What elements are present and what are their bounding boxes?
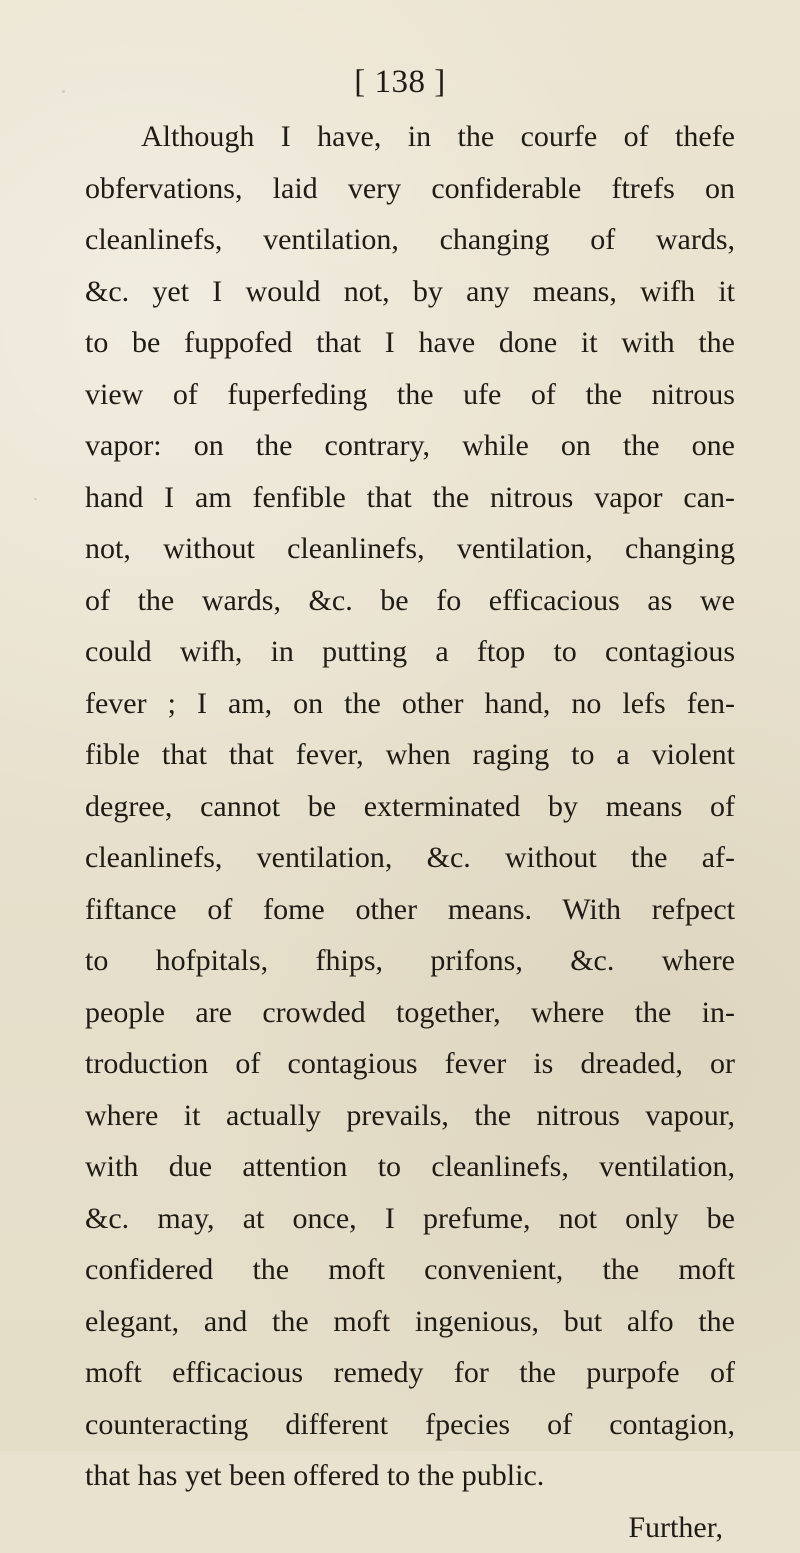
text-line: people are crowded together, where the in- bbox=[85, 987, 735, 1039]
text-line: moft efficacious remedy for the purpofe of bbox=[85, 1347, 735, 1399]
text-line: hand I am fenfible that the nitrous vapor can- bbox=[85, 472, 735, 524]
text-line: &c. yet I would not, by any means, wifh it bbox=[85, 266, 735, 318]
text-line: of the wards, &c. be fo efficacious as we bbox=[85, 575, 735, 627]
text-line: obfervations, laid very confiderable ftrefs on bbox=[85, 163, 735, 215]
text-line: elegant, and the moft ingenious, but alfo the bbox=[85, 1296, 735, 1348]
text-line: cleanlinefs, ventilation, changing of wards, bbox=[85, 214, 735, 266]
paper-speck bbox=[62, 90, 65, 93]
page-body-text bbox=[85, 111, 735, 1553]
text-line: troduction of contagious fever is dreaded, or bbox=[85, 1038, 735, 1090]
paper-speck bbox=[664, 1007, 666, 1010]
catchword: Further, bbox=[85, 1502, 735, 1553]
text-line: fiftance of fome other means. With refpect bbox=[85, 884, 735, 936]
text-line: that has yet been offered to the public. bbox=[85, 1450, 735, 1502]
paper-speck bbox=[717, 286, 719, 288]
text-line: degree, cannot be exterminated by means of bbox=[85, 781, 735, 833]
text-line: fible that that fever, when raging to a violent bbox=[85, 729, 735, 781]
paper-speck bbox=[640, 1426, 643, 1429]
paper-speck bbox=[34, 498, 37, 500]
text-line: Although I have, in the courfe of thefe bbox=[85, 111, 735, 163]
text-line: to hofpitals, fhips, prifons, &c. where bbox=[85, 935, 735, 987]
text-line: cleanlinefs, ventilation, &c. without the af- bbox=[85, 832, 735, 884]
text-line: fever ; I am, on the other hand, no lefs fen- bbox=[85, 678, 735, 730]
text-line: not, without cleanlinefs, ventilation, changing bbox=[85, 523, 735, 575]
text-line: view of fuperfeding the ufe of the nitrous bbox=[85, 369, 735, 421]
text-line: counteracting different fpecies of contagion, bbox=[85, 1399, 735, 1451]
text-line: with due attention to cleanlinefs, ventilation, bbox=[85, 1141, 735, 1193]
page-number-header: [ 138 ] bbox=[0, 64, 800, 101]
text-line: could wifh, in putting a ftop to contagious bbox=[85, 626, 735, 678]
text-line: confidered the moft convenient, the moft bbox=[85, 1244, 735, 1296]
text-line: &c. may, at once, I prefume, not only be bbox=[85, 1193, 735, 1245]
text-line: where it actually prevails, the nitrous vapour, bbox=[85, 1090, 735, 1142]
text-line: to be fuppofed that I have done it with the bbox=[85, 317, 735, 369]
text-line: vapor: on the contrary, while on the one bbox=[85, 420, 735, 472]
